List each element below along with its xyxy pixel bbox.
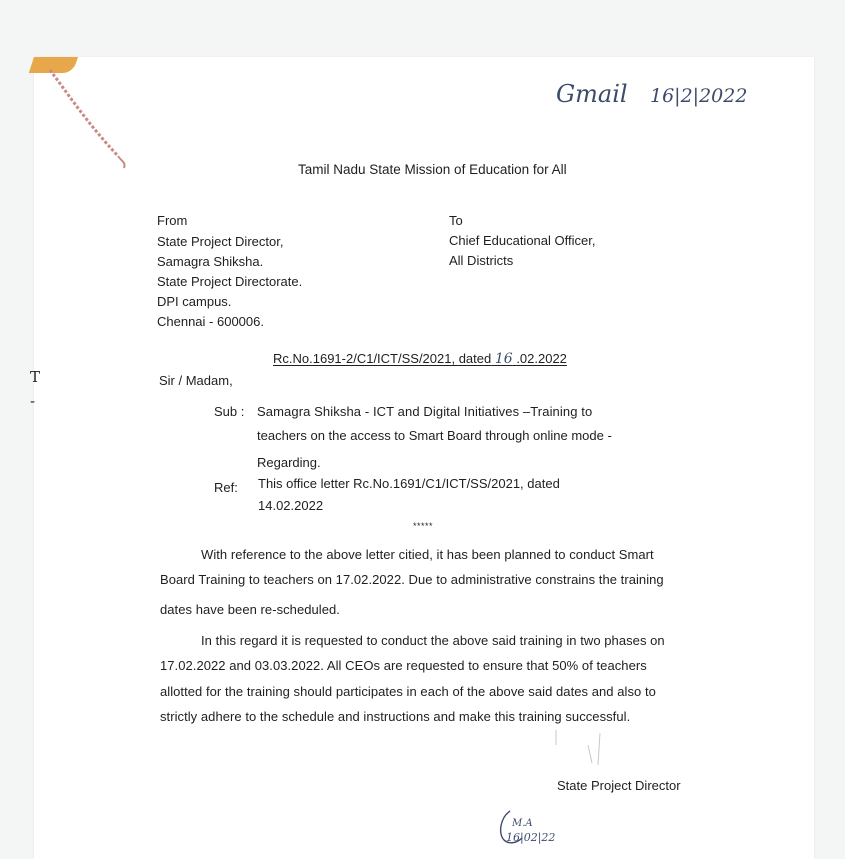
paragraph-2-line: allotted for the training should participates in each of the above said dates and also to — [160, 684, 656, 699]
to-line: All Districts — [449, 253, 514, 268]
subject-line: Regarding. — [257, 455, 321, 470]
signatory-title: State Project Director — [557, 778, 681, 793]
ref-line: This office letter Rc.No.1691/C1/ICT/SS/2021, dated — [258, 476, 560, 491]
ref-label: Ref: — [214, 480, 238, 495]
document-title: Tamil Nadu State Mission of Education for All — [298, 162, 567, 177]
paragraph-1-line: dates have been re-scheduled. — [160, 602, 340, 617]
from-line: Chennai - 600006. — [157, 314, 264, 329]
ref-line: 14.02.2022 — [258, 498, 324, 513]
from-line: State Project Directorate. — [157, 274, 303, 289]
subject-line: Samagra Shiksha - ICT and Digital Initiatives –Training to — [257, 404, 593, 419]
from-line: Samagra Shiksha. — [157, 254, 264, 269]
handwritten-note: Gmail — [556, 80, 628, 108]
paragraph-2-line: In this regard it is requested to conduct the above said training in two phases on — [201, 633, 665, 648]
separator: ***** — [413, 521, 434, 531]
margin-mark: - — [30, 392, 36, 410]
handwritten-day: 16 — [494, 351, 513, 367]
document-page — [34, 57, 814, 859]
reference-number: Rc.No.1691-2/C1/ICT/SS/2021, dated 16 .02.2022 — [273, 351, 567, 367]
from-label: From — [157, 213, 188, 228]
handwritten-bottom-date: 16|02|22 — [506, 831, 556, 844]
margin-mark: T — [30, 368, 41, 386]
to-label: To — [449, 213, 463, 228]
salutation: Sir / Madam, — [159, 373, 233, 388]
tag-string — [48, 64, 138, 174]
to-line: Chief Educational Officer, — [449, 233, 596, 248]
paragraph-1-line: With reference to the above letter citied, it has been planned to conduct Smart — [201, 547, 654, 562]
from-line: State Project Director, — [157, 234, 284, 249]
subject-line: teachers on the access to Smart Board through online mode - — [257, 428, 612, 443]
from-line: DPI campus. — [157, 294, 232, 309]
faint-signature — [548, 725, 618, 775]
paragraph-1-line: Board Training to teachers on 17.02.2022. Due to administrative constrains the training — [160, 572, 664, 587]
subject-label: Sub : — [214, 404, 245, 419]
paragraph-2-line: strictly adhere to the schedule and instructions and make this training successful. — [160, 709, 631, 724]
handwritten-date: 16|2|2022 — [650, 85, 748, 107]
paragraph-2-line: 17.02.2022 and 03.03.2022. All CEOs are requested to ensure that 50% of teachers — [160, 658, 647, 673]
handwritten-initials: M.A — [512, 818, 533, 829]
